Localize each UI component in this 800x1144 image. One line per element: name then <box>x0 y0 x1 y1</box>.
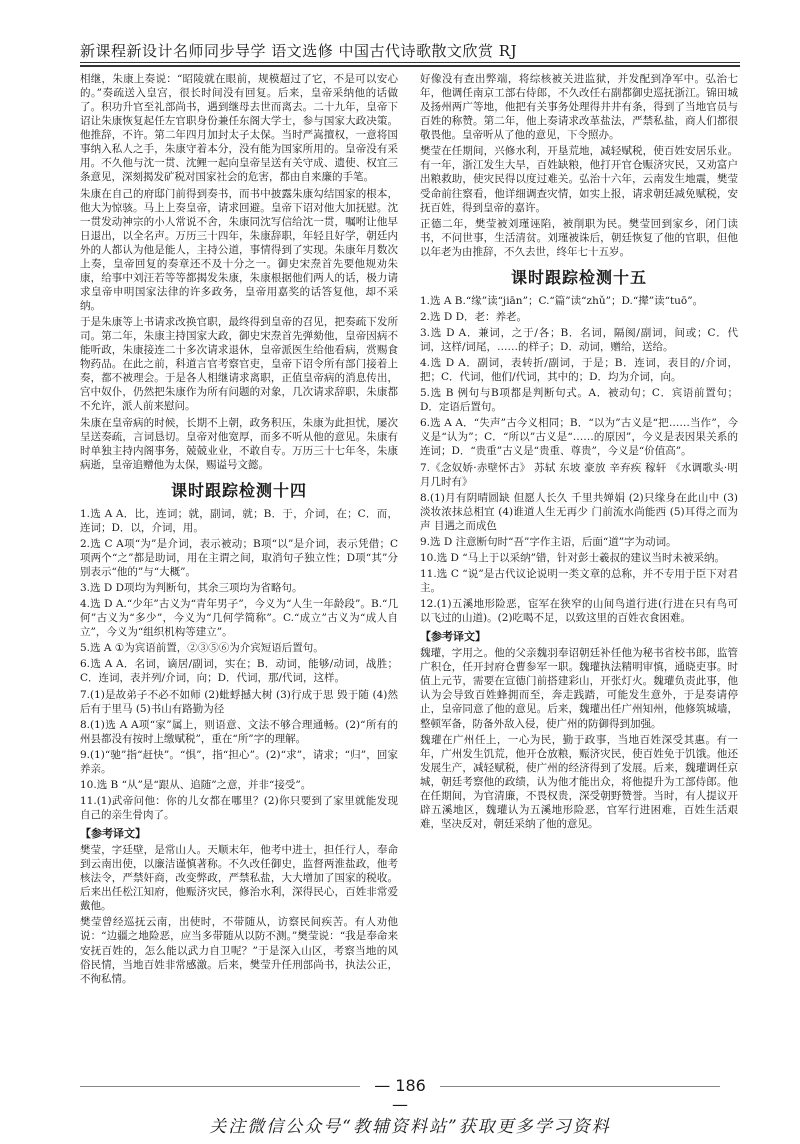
answer-item: 7.《念奴娇·赤壁怀古》 苏轼 东坡 豪放 辛弃疾 稼轩 《水调歌头·明月几时有》 <box>420 461 738 488</box>
answer-item: 2.选 C A项“为”是介词，表示被动；B项“以”是介词，表示凭借；C项两个“之”都是助词，用在主谓之间，取消句子独立性；D项“其”分别表示“他的”与“大概”。 <box>80 537 398 578</box>
answer-item: 1.选 A B.“缘”读“jiān”；C.“篇”读“zhǔ”；D.“撵”读“tuō”。 <box>420 294 704 307</box>
answer-item: 9.选 D 注意断句时“吾”字作主语，后面“道”字为动词。 <box>420 535 677 548</box>
right-column <box>420 72 738 1072</box>
translation-label: 【参考译文】 <box>420 630 486 644</box>
translation-paragraph: 樊莹，字廷壁，是常山人。天顺末年，他考中进士，担任行人，奉命到云南出使，以廉洁谨慎著称。不久改任御史，监督两淮盐政，他考核法令，严禁奸商，改变弊政，严禁私盐，大大增加了国家的税收。后来出任松江知府，他赈济灾民，修治水利，深得民心，百姓非常爱戴他。 <box>80 844 398 913</box>
translation-paragraph: 樊莹曾经巡抚云南，出使时，不带随从，访察民间疾苦。有人劝他说：“边疆之地险恶，应当多带随从以防不测。”樊莹说：“我是奉命来安抚百姓的，怎么能以武力自卫呢？”于是深入山区，考察当地的风俗民情，当地百姓非常感激。后来，樊莹升任刑部尚书，执法公正，不徇私情。 <box>80 916 398 985</box>
answer-item: 10.选 D “马上于以采纳”错，针对彭士羲叔的建议当时未被采纳。 <box>420 551 726 564</box>
left-column <box>80 72 398 1072</box>
answer-item: 2.选 D D．老：养老。 <box>420 310 528 323</box>
answer-item: 3.选 D A．兼词，之于/各；B．名词，隔阂/副词，间或；C．代词，这样/词尾，……的样子；D．动词，赠给，送给。 <box>420 326 738 353</box>
answer-item: 6.选 A A．“失声”古今义相同；B．“以为”古义是“把……当作”，今义是“认为”；C．“所以”古义是“……的原因”，今义是表因果关系的连词；D．“贵重”古义是“贵重、尊贵”，今义是“价值高”。 <box>420 417 738 458</box>
header-rule-thick <box>80 65 740 67</box>
section-title-14: 课时跟踪检测十四 <box>170 480 307 500</box>
paragraph: 樊莹在任期间，兴修水利，开垦荒地，减轻赋税，使百姓安居乐业。有一年，浙江发生大旱，百姓缺粮，他打开官仓赈济灾民，又劝富户出粮救助，使灾民得以度过难关。弘治十六年，云南发生地震，樊莹受命前往察看，他详细调查灾情，如实上报，请求朝廷减免赋税，安抚百姓，得到皇帝的嘉许。 <box>420 145 738 214</box>
answer-item: 11.选 C “说”是古代议论说明一类文章的总称，并不专用于臣下对君主。 <box>420 567 738 594</box>
answer-item: 3.选 D D项均为判断句，其余三项均为省略句。 <box>80 582 303 595</box>
paragraph: 于是朱康等上书请求改换官职，最终得到皇帝的召见，把奏疏下发所司。第二年，朱康主持国家大政，御史宋焘首先弹劾他，皇帝因病不能听政，朱康接连二十多次请求退休，皇帝派医生给他看病，赏赐食物药品。在此之前，科道言官考察官吏，皇帝下诏令所有部门接着上奏，都不被理会。于是各人相继请求离职，正值皇帝病的消息传出，宫中奴仆，仍然把朱康作为所有问题的对象，几次请求辞职，朱康都不允许，派人前来慰问。 <box>80 316 398 413</box>
answer-item: 8.(1)月有阴晴圆缺 但愿人长久 千里共婵娟 (2)只缘身在此山中 (3)淡妆浓抹总相宜 (4)谁道人生无再少 门前流水尚能西 (5)耳得之而为声 目遇之而成色 <box>420 491 738 532</box>
footer-rule-right <box>440 1086 720 1087</box>
promo-text: 关注微信公众号“教辅资料站”获取更多学习资料 <box>209 1117 611 1137</box>
paragraph: 好像没有查出弊端，将综核被关进监狱，并发配到净军中。弘治七年，他调任南京工部右侍郎，不久改任右副都御史巡抚浙江。锦田城及扬州两广等地，他把有关事务处理得井井有条，得到了当地官员与百姓的称赞。第二年，他上奏请求改革盐法，严禁私盐，商人们都很敬畏他。皇帝听从了他的意见，下令照办。 <box>420 73 738 142</box>
answer-item: 10.选 B “从”是“跟从、追随”之意，并非“接受”。 <box>80 778 312 791</box>
translation-paragraph: 魏瓘在广州任上，一心为民，勤于政事，当地百姓深受其惠。有一年，广州发生饥荒，他开仓放粮，赈济灾民，使百姓免于饥饿。他还发展生产，减轻赋税，使广州的经济得到了发展。后来，魏瓘调任京城，朝廷考察他的政绩，认为他才能出众，将他提升为工部侍郎。他在任期间，为官清廉，不畏权贵，深受朝野赞誉。当时，有人提议开辟五溪地区，魏瓘认为五溪地形险恶，官军行进困难，百姓生活艰难，坚决反对，朝廷采纳了他的意见。 <box>420 733 738 830</box>
footer-rule-left <box>80 1086 360 1087</box>
answer-item: 5.选 B 例句与B项都是判断句式。A．被动句；C．宾语前置句；D．定语后置句。 <box>420 387 738 414</box>
translation-paragraph: 魏瓘，字用之。他的父亲魏羽奉诏朝廷补任他为秘书省校书郎，监管广积仓，任开封府仓曹参军一职。魏瓘执法精明审慎，通晓吏事。时值上元节，需要在宣德门前搭建彩山，开张灯火。魏瓘负责此事，他认为会导致百姓蜂拥而至，奔走践踏，可能发生意外，于是奏请停止，皇帝同意了他的意见。后来，魏瓘出任广州知州，他修筑城墙，整顿军备，防备外敌入侵，使广州的防御得到加强。 <box>420 647 738 730</box>
answer-item: 6.选 A A．名词，谪居/副词，实在；B．动词，能够/动词，战胜；C．连词，表并列/介词，向；D．代词，那/代词，这样。 <box>80 658 398 685</box>
answer-item: 1.选 A A．比，连词；就，副词，就；B．于，介词，在；C．而，连词；D．以，介词，用。 <box>80 507 398 534</box>
answer-item: 11.(1)武帝问他：你的儿女都在哪里？(2)你只要到了家里就能发现自己的亲生骨肉了。 <box>80 794 398 821</box>
translation-label: 【参考译文】 <box>80 827 146 841</box>
paragraph: 正德二年，樊莹被刘瑾诬陷，被削职为民。樊莹回到家乡，闭门读书，不问世事，生活清贫。刘瑾被诛后，朝廷恢复了他的官职，但他以年老为由推辞，不久去世，终年七十五岁。 <box>420 217 738 258</box>
section-title-15: 课时跟踪检测十五 <box>510 267 647 287</box>
page-header: 新课程新设计名师同步导学 语文选修 中国古代诗歌散文欣赏 RJ <box>80 42 518 60</box>
answer-item: 4.选 D A．副词，表转折/副词，于是；B．连词，表目的/介词，把；C．代词，他们/代词，其中的；D．均为介词，向。 <box>420 357 738 384</box>
paragraph: 相继，朱康上奏说：“昭陵就在眼前，规模超过了它，不是可以安心的。”奏疏送入皇宫，很长时间没有回复。后来，皇帝采纳他的话做了。积功升官至礼部尚书，遇到继母去世而离去。二十九年，皇帝下诏让朱康恢复起任左官职身份兼任东阁大学士，参与国家大政决策。他推辞，不许。第二年四月加封太子太保。当时严嵩擅权，一意将国事纳入私人之手，朱康守着本分，没有能为国家所用的。皇帝没有采用。不久他与沈一贯、沈鲤一起向皇帝呈送有关守成、遗使、权宜三条意见，深刻揭发矿税对国家社会的危害，都由自来廉的手笔。 <box>80 73 398 184</box>
answer-item: 9.(1)“驰”指“赶快”。“惧”，指“担心”。(2)“求”，请求；“归”，回家养亲。 <box>80 748 398 775</box>
answer-item: 12.(1)五溪地形险恶，宦军在狭窄的山间鸟道行进(行进在只有鸟可以飞过的山道)。(2)吃喝不足，以致这里的百姓衣食困难。 <box>420 598 738 625</box>
paragraph: 朱康在自己的府邸门前得到奏书，而书中披露朱康勾结国家的根本，他大为惊骇。马上上奏皇帝，请求回避。皇帝下诏对他大加抚慰。沈一贯发动神宗的小人常说不舍，朱康同沈写信给沈一贯，嘱咐让他早日退出，以全名声。万历三十四年，朱康辞职，年轻且好学，朝廷内外的人都认为他是能人，主持公道，事情得到了实现。朱康年月数次上奏，皇帝回复的奏章还不及十分之一。御史宋焘首先要他规劝朱康，给事中刘汪若等等都揭发朱康，朱康根据他们两人的话，极力请求皇帝申明国家法律的许多政务，皇帝用嘉奖的话答复他，却不采纳。 <box>80 187 398 312</box>
header-rule <box>80 62 740 63</box>
answer-item: 8.(1)选 A A项“家”属上，则语意、文法不够合理通畅。(2)“所有的州县都没有按时上缴赋税”，重在“所”字的理解。 <box>80 718 398 745</box>
answer-item: 7.(1)是故弟子不必不如师 (2)蚍蜉撼大树 (3)行成于思 毁于随 (4)然后有于里马 (5)书山有路勤为径 <box>80 688 398 715</box>
answer-item: 5.选 A ①为宾语前置，②③⑤⑥为介宾短语后置句。 <box>80 642 324 655</box>
paragraph: 朱康在皇帝病的时候，长期不上朝，政务积压，朱康为此担忧，屡次呈送奏疏，言词恳切。皇帝对他宽厚，而多不听从他的意见。朱康有时单独主持内阁事务，兢兢业业，不敢自专。万历三十七年冬，朱康病逝，皇帝追赠他为太保，赐谥号文懿。 <box>80 416 398 471</box>
page-number: — 186 — <box>374 1076 426 1114</box>
answer-item: 4.选 D A.“少年”古义为“青年男子”，今义为“人生一年龄段”。B.“几何”古义为“多少”，今义为“几何学简称”。C.“成立”古义为“成人自立”，今义为“组织机构等建立”。 <box>80 598 398 639</box>
